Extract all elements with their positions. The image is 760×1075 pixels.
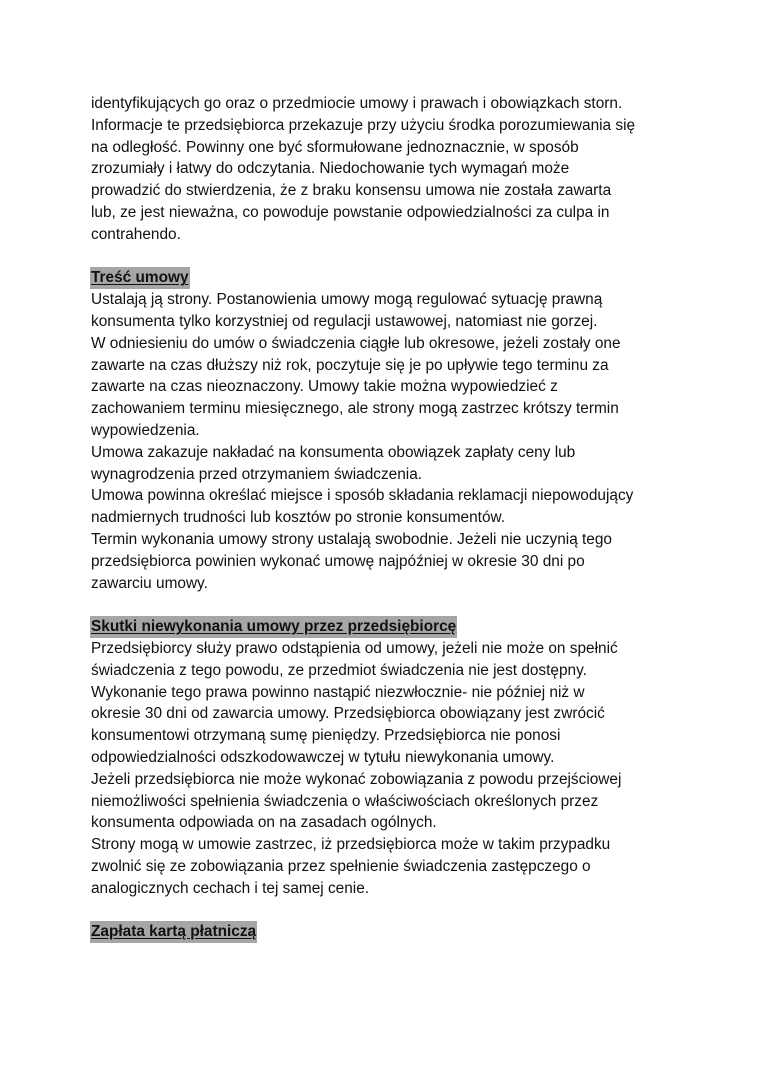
paragraph-line: Umowa zakazuje nakładać na konsumenta obowiązek zapłaty ceny lub [91,443,576,461]
paragraph-line: contrahendo. [91,225,181,243]
paragraph-line: wypowiedzenia. [91,421,200,439]
paragraph-line: prowadzić do stwierdzenia, że z braku konsensu umowa nie została zawarta [91,182,612,200]
paragraph-line: zawarte na czas dłuższy niż rok, poczytuje się je po upływie tego terminu za [91,356,609,374]
paragraph-line: identyfikujących go oraz o przedmiocie umowy i prawach i obowiązkach storn. [91,95,623,112]
paragraph-line: zawarciu umowy. [91,574,208,592]
section-heading-zaplata: Zapłata kartą płatniczą [90,921,257,943]
paragraph-line: W odniesieniu do umów o świadczenia ciągłe lub okresowe, jeżeli zostały one [91,334,621,352]
section-heading-row [91,921,691,943]
paragraph-line: odpowiedzialności odszkodowawczej w tytułu niewykonania umowy. [91,748,555,766]
paragraph-line: zachowaniem terminu miesięcznego, ale strony mogą zastrzec krótszy termin [91,400,619,418]
paragraph-line: przedsiębiorca powinien wykonać umowę najpóźniej w okresie 30 dni po [91,552,585,570]
paragraph-line: Jeżeli przedsiębiorca nie może wykonać zobowiązania z powodu przejściowej [91,770,622,788]
paragraph-line: zwolnić się ze zobowiązania przez spełnienie świadczenia zastępczego o [91,857,591,875]
spacer [91,594,691,616]
paragraph-line: Wykonanie tego prawa powinno nastąpić niezwłocznie- nie później niż w [91,683,585,701]
spacer [91,899,691,921]
document-page [91,93,691,943]
paragraph-line: Ustalają ją strony. Postanowienia umowy mogą regulować sytuację prawną [91,291,603,309]
paragraph-line: Strony mogą w umowie zastrzec, iż przedsiębiorca może w takim przypadku [91,836,611,854]
paragraph-line: konsumenta tylko korzystniej od regulacji ustawowej, natomiast nie gorzej. [91,312,598,330]
paragraph-line: analogicznych cechach i tej samej cenie. [91,879,370,897]
paragraph-line: niemożliwości spełnienia świadczenia o właściwościach określonych przez [91,792,599,810]
paragraph-line: Termin wykonania umowy strony ustalają swobodnie. Jeżeli nie uczynią tego [91,530,612,548]
paragraph-line: konsumenta odpowiada on na zasadach ogólnych. [91,814,437,832]
paragraph-line: lub, ze jest nieważna, co powoduje powstanie odpowiedzialności za culpa in [91,203,610,221]
paragraph-line: Umowa powinna określać miejsce i sposób składania reklamacji niepowodujący [91,487,634,505]
section-skutki-niewykonania [91,616,691,899]
paragraph-line: okresie 30 dni od zawarcia umowy. Przedsiębiorca obowiązany jest zwrócić [91,705,605,723]
paragraph-line: Informacje te przedsiębiorca przekazuje przy użyciu środka porozumiewania się [91,116,636,134]
section-heading-skutki: Skutki niewykonania umowy przez przedsiębiorcę [90,616,457,638]
section-intro [91,93,691,246]
paragraph-line: zrozumiały i łatwy do odczytania. Niedochowanie tych wymagań może [91,160,570,178]
paragraph-line: Przedsiębiorcy służy prawo odstąpienia od umowy, jeżeli nie może on spełnić [91,639,618,657]
section-heading-row [91,267,691,289]
paragraph-line: wynagrodzenia przed otrzymaniem świadczenia. [91,465,423,483]
paragraph-line: zawarte na czas nieoznaczony. Umowy takie można wypowiedzieć z [91,378,558,396]
spacer [91,246,691,268]
paragraph-line: nadmiernych trudności lub kosztów po stronie konsumentów. [91,509,506,527]
section-heading-tresc-umowy: Treść umowy [90,267,190,289]
section-tresc-umowy [91,267,691,594]
section-zaplata-karta [91,921,691,943]
section-heading-row [91,616,691,638]
paragraph-line: świadczenia z tego powodu, ze przedmiot świadczenia nie jest dostępny. [91,661,587,679]
paragraph-line: na odległość. Powinny one być sformułowane jednoznacznie, w sposób [91,138,579,156]
paragraph-line: konsumentowi otrzymaną sumę pieniędzy. Przedsiębiorca nie ponosi [91,727,561,745]
